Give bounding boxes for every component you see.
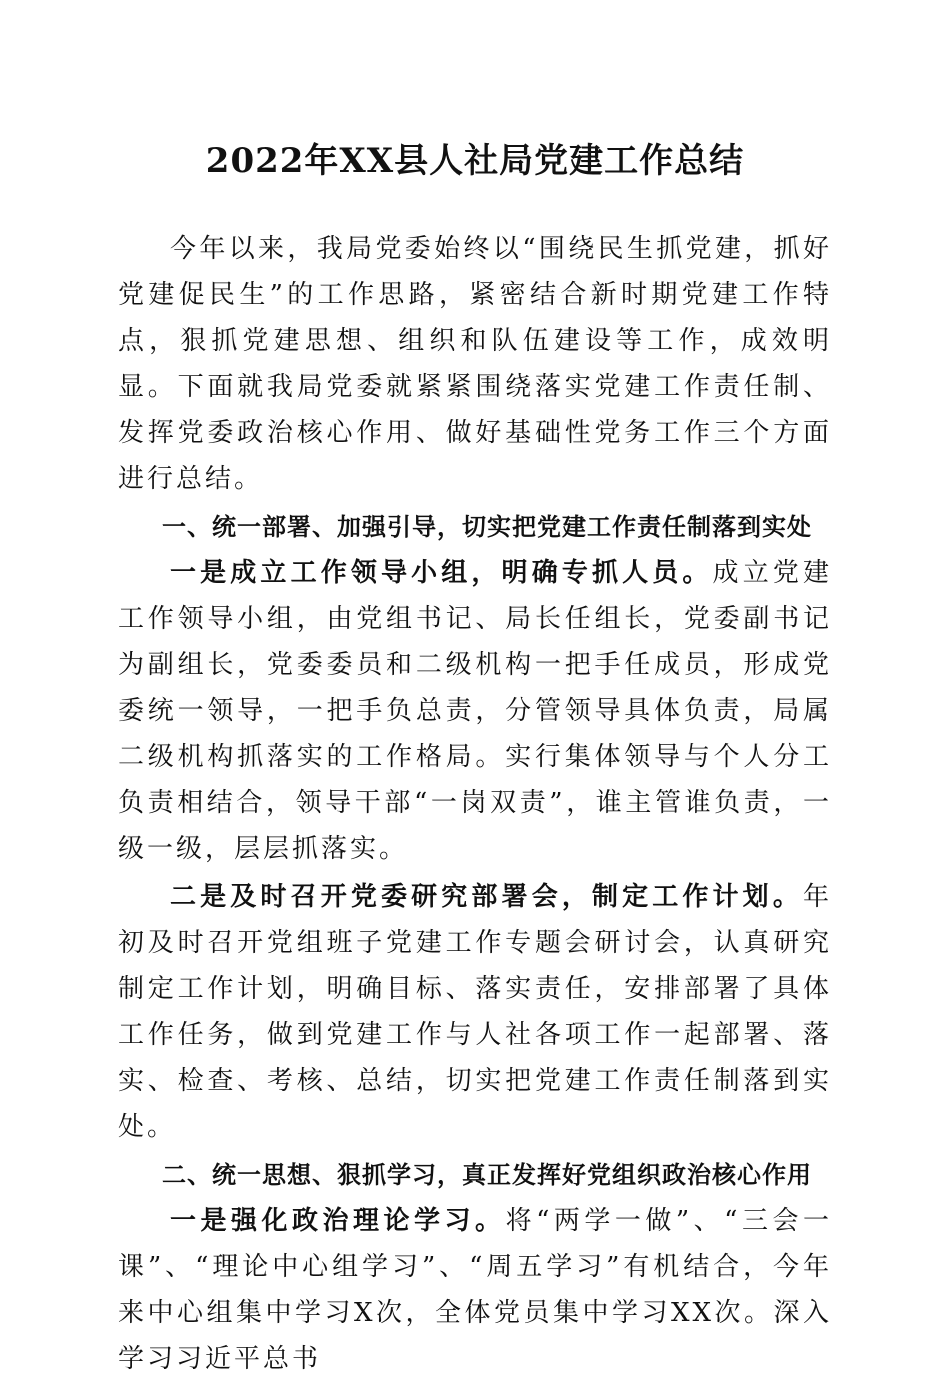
paragraph-text: 将“两学一做”、“三会一课”、“理论中心组学习”、“周五学习”有机结合，今年来中心组集中学习X次，全体党员集中学习XX次。深入学习习近平总书 <box>118 1206 832 1374</box>
section-1-paragraph-1 <box>118 550 832 872</box>
section-2-heading: 二、统一思想、狠抓学习，真正发挥好党组织政治核心作用 <box>162 1161 812 1189</box>
paragraph-lead: 一是强化政治理论学习。 <box>170 1206 506 1236</box>
section-1-heading: 一、统一部署、加强引导，切实把党建工作责任制落到实处 <box>162 513 812 541</box>
paragraph-lead: 一是成立工作领导小组，明确专抓人员。 <box>170 558 713 588</box>
document-body <box>118 226 832 1384</box>
intro-paragraph: 今年以来，我局党委始终以“围绕民生抓党建，抓好党建促民生”的工作思路，紧密结合新时期党建工作特点，狠抓党建思想、组织和队伍建设等工作，成效明显。下面就我局党委就紧紧围绕落实党建工作责任制、发挥党委政治核心作用、做好基础性党务工作三个方面进行总结。 <box>118 234 832 494</box>
paragraph-text: 年初及时召开党组班子党建工作专题会研讨会，认真研究制定工作计划，明确目标、落实责任，安排部署了具体工作任务，做到党建工作与人社各项工作一起部署、落实、检查、考核、总结，切实把党建工作责任制落到实处。 <box>118 882 832 1142</box>
section-1-paragraph-2 <box>118 874 832 1150</box>
section-2-paragraph-1 <box>118 1198 832 1382</box>
document-title: 2022年XX县人社局党建工作总结 <box>205 141 745 181</box>
paragraph-text: 成立党建工作领导小组，由党组书记、局长任组长，党委副书记为副组长，党委委员和二级机构一把手任成员，形成党委统一领导，一把手负总责，分管领导具体负责，局属二级机构抓落实的工作格局。实行集体领导与个人分工负责相结合，领导干部“一岗双责”，谁主管谁负责，一级一级，层层抓落实。 <box>118 558 832 864</box>
paragraph-lead: 二是及时召开党委研究部署会，制定工作计划。 <box>170 882 803 912</box>
